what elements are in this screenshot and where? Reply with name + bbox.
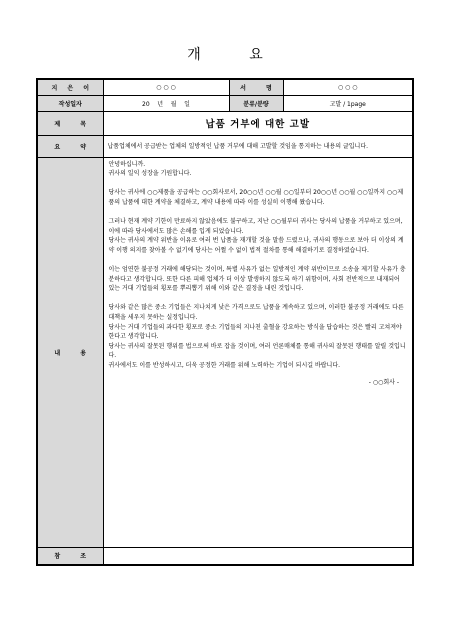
content-row (37, 157, 413, 547)
reference-label: 참 조 (37, 547, 103, 565)
category-label: 분류/분량 (229, 95, 283, 111)
content-line: 당사는 귀사에 ○○제품을 공급하는 ○○회사로서, 20○○년 ○○월 ○○일부터 20○○년 ○○월 ○○일까지 ○○제품의 납품에 대한 계약을 체결하고, 계약 내용에 따라 이를 성실히 이행해 왔습니다. (108, 189, 404, 206)
content-line: 당사는 귀사의 계약 위반을 이유로 여러 번 납품을 재개할 것을 말씀 드렸으나, 귀사의 행동으로 보아 더 이상의 계약 이행 의지를 찾아볼 수 없기에 당사는 어쩔 수 없이 법적 절차를 통해 해결하기로 결정하였습니다. (108, 237, 404, 254)
subject-row (37, 111, 413, 135)
summary-value: 납품업체에서 공급받는 업체의 일방적인 납품 거부에 대해 고발할 것임을 통지하는 내용의 글입니다. (103, 135, 413, 157)
date-value: 20 년 월 일 (103, 95, 229, 111)
subject-value: 납품 거부에 대한 고발 (103, 111, 413, 135)
subject-label: 제 목 (37, 111, 103, 135)
category-value: 고발 / 1page (283, 95, 413, 111)
signature-label: 서 명 (229, 79, 283, 95)
document-form (36, 78, 414, 566)
author-value: ○ ○ ○ (103, 79, 229, 95)
date-row (37, 95, 413, 111)
summary-row (37, 135, 413, 157)
summary-label: 요 약 (37, 135, 103, 157)
author-row (37, 79, 413, 95)
content-line: 그러나 현재 계약 기한이 만료하지 않았음에도 불구하고, 지난 ○○월부터 귀사는 당사의 납품을 거부하고 있으며, 이에 따라 당사에서도 많은 손해를 입게 되었습니다. (108, 218, 403, 235)
signature-value: ○ ○ ○ (283, 79, 413, 95)
content-line: 안녕하십니까. (108, 160, 146, 168)
content-line: 이는 엄연한 불공정 거래에 해당되는 것이며, 특별 사유가 없는 일방적인 계약 위반이므로 소송을 제기할 사유가 충분하다고 생각합니다. 또한 다른 피해 업체가 더 이상 발생하지 않도록 하기 위함이며, 사회 전반적으로 내재되어 있는 거대 기업들의 횡포를 뿌리뽑기 위해 이와 같은 결정을 내린 것입니다. (108, 266, 406, 293)
company-sign: - ○○회사 - (368, 378, 399, 386)
author-label: 지 은 이 (37, 79, 103, 95)
content-body (103, 157, 413, 547)
content-label: 내 용 (37, 157, 103, 547)
content-line: 귀사에서도 이를 반성하시고, 더욱 공정한 거래를 위해 노력하는 기업이 되시길 바랍니다. (108, 361, 341, 369)
content-line: 당사는 거대 기업들의 과다한 횡포로 중소 기업들의 지나친 출혈을 강요하는 방식을 답습하는 것은 빨리 고쳐져야 한다고 생각합니다. (108, 323, 402, 341)
page-title: 개 요 (187, 47, 285, 63)
content-line: 당사와 같은 많은 중소 기업들은 지나치게 낮은 가격으로도 납품을 계속하고 있으며, 이러한 불공정 거래에도 다른 대책을 세우지 못하는 실정입니다. (108, 304, 404, 321)
content-line: 당사는 귀사의 잘못된 행위를 법으로써 바로 잡을 것이며, 여러 언론매체를 통해 귀사의 잘못된 행태를 알릴 것입니다. (108, 342, 406, 360)
reference-value (103, 547, 413, 565)
reference-row (37, 547, 413, 565)
content-line: 귀사의 일익 성장을 기원합니다. (108, 170, 192, 178)
date-label: 작성일자 (37, 95, 103, 111)
